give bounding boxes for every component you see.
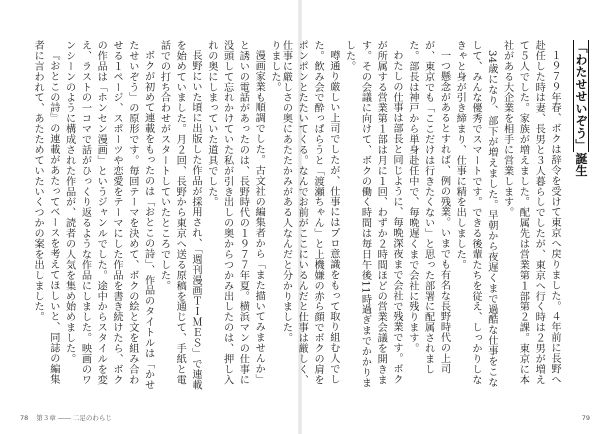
right-paragraph-5: 噂通り厳しい上司でしたが、仕事にはプロ意識をもって取り組む人でした。飲み会で酔っぱらうと「渡瀬ちゃん」と上機嫌の赤ら顔でボクの肩をポンポンとたたいてくる。なんでお前がここにいるんだと仕事は厳しく、仕事に厳しさの奥にあたたかみがある人なんだと分かりました。 (280, 40, 339, 385)
right-paragraph-3: 一つ懸念があるとすれば、例の残業。いまでも有名な長野時代の上司が、東京でも「ここだけは行きたくない」と思った部署に配属されました。部長は神戸から単身赴任中で、毎晩遅くまで会社に残ります。 (406, 40, 450, 375)
right-page (280, 0, 600, 434)
chapter-title: 第３章 ―― 二足のわらじ (36, 414, 112, 422)
left-paragraph-4: ボクが初めて連載をもったのは「おとこの詩」、作品のタイトルは「かせたせいぞう」の原形です。毎回テーマを決めて、ボクの絵と文を組み合わせる１ページ、スポーツや恋愛をテーマにした作品を書き続けたら、ボクの作品は「ホンセン漫画」というジャンルでした。途中からスタイルを変え、ラストの一コマで話がひっくり返るような作品にしました。映画のワンシーンのように構成された作品が、読者の人気を集め始めました。 (63, 40, 154, 390)
left-page-body (18, 40, 282, 390)
section-heading-rest: 誕生 (574, 152, 588, 177)
section-heading-key: 「わたせせいぞう」 (574, 41, 588, 152)
right-page-number: 79 (581, 414, 590, 422)
left-page-footer (20, 413, 112, 422)
right-page-footer (582, 414, 590, 422)
left-page (0, 0, 298, 434)
left-page-number: 78 (20, 414, 29, 422)
right-paragraph-4: わたしの仕事は部長と同じように、毎晩深夜まで会社で残業です。ボクが所属する営業第１部は月に１回、わずか２時間ほどの営業会議を開きます。その会議に向けて、ボクの働く時間は毎日午後11時過ぎまでかかりました。 (343, 40, 403, 388)
right-paragraph-2: 34歳になり、部下が増えました。早朝から夜遅くまで過酷な仕事をこなして、みんな優秀でスマートです。できる後輩たちを従え、しっかりしなきゃと身が引き締まり、仕事に精を出しました。 (454, 40, 497, 388)
right-paragraph-1: １９７９年春、ボクは辞令を受けて東京へ戻りました。４年前に長野へ赴任した時は妻、長男と３人暮らしでしたが、東京へ行く時は２男が増えて５人でした。家族が増えました。配属先は営業第１部第２課。東京に本社がある大企業を相手に営業します。 (501, 40, 560, 385)
section-heading (572, 40, 590, 390)
left-paragraph-2: 漫画家業も順調でした。古文社の編集者から「また描いてみませんか」と誘いの電話があったのは、長野時代の１９７７年夏。横浜マンの仕事に没頭して忘れかけていた私が引き出しの奥からつかみ出したのは、押し入れの奥にしまっていた道具でした。 (205, 40, 265, 385)
left-paragraph-3: 長野にいた頃に出版した作品が採用され、「週刊漫画ＴＩＭＥＳ」で連載を始めていました。月２回、長野から東京へ送る原稿を通じて、手紙と電話での打ち合わせがスタートしていたところでした。 (158, 40, 202, 390)
left-paragraph-5: 『おとこの詩』の連載があたってベースを考えてほしいと、同誌の編集者に言われて、あたためていたいくつかの案を出しました。 (32, 40, 59, 385)
right-page-body (280, 40, 590, 390)
left-paragraph-1: りました。 (269, 40, 280, 93)
